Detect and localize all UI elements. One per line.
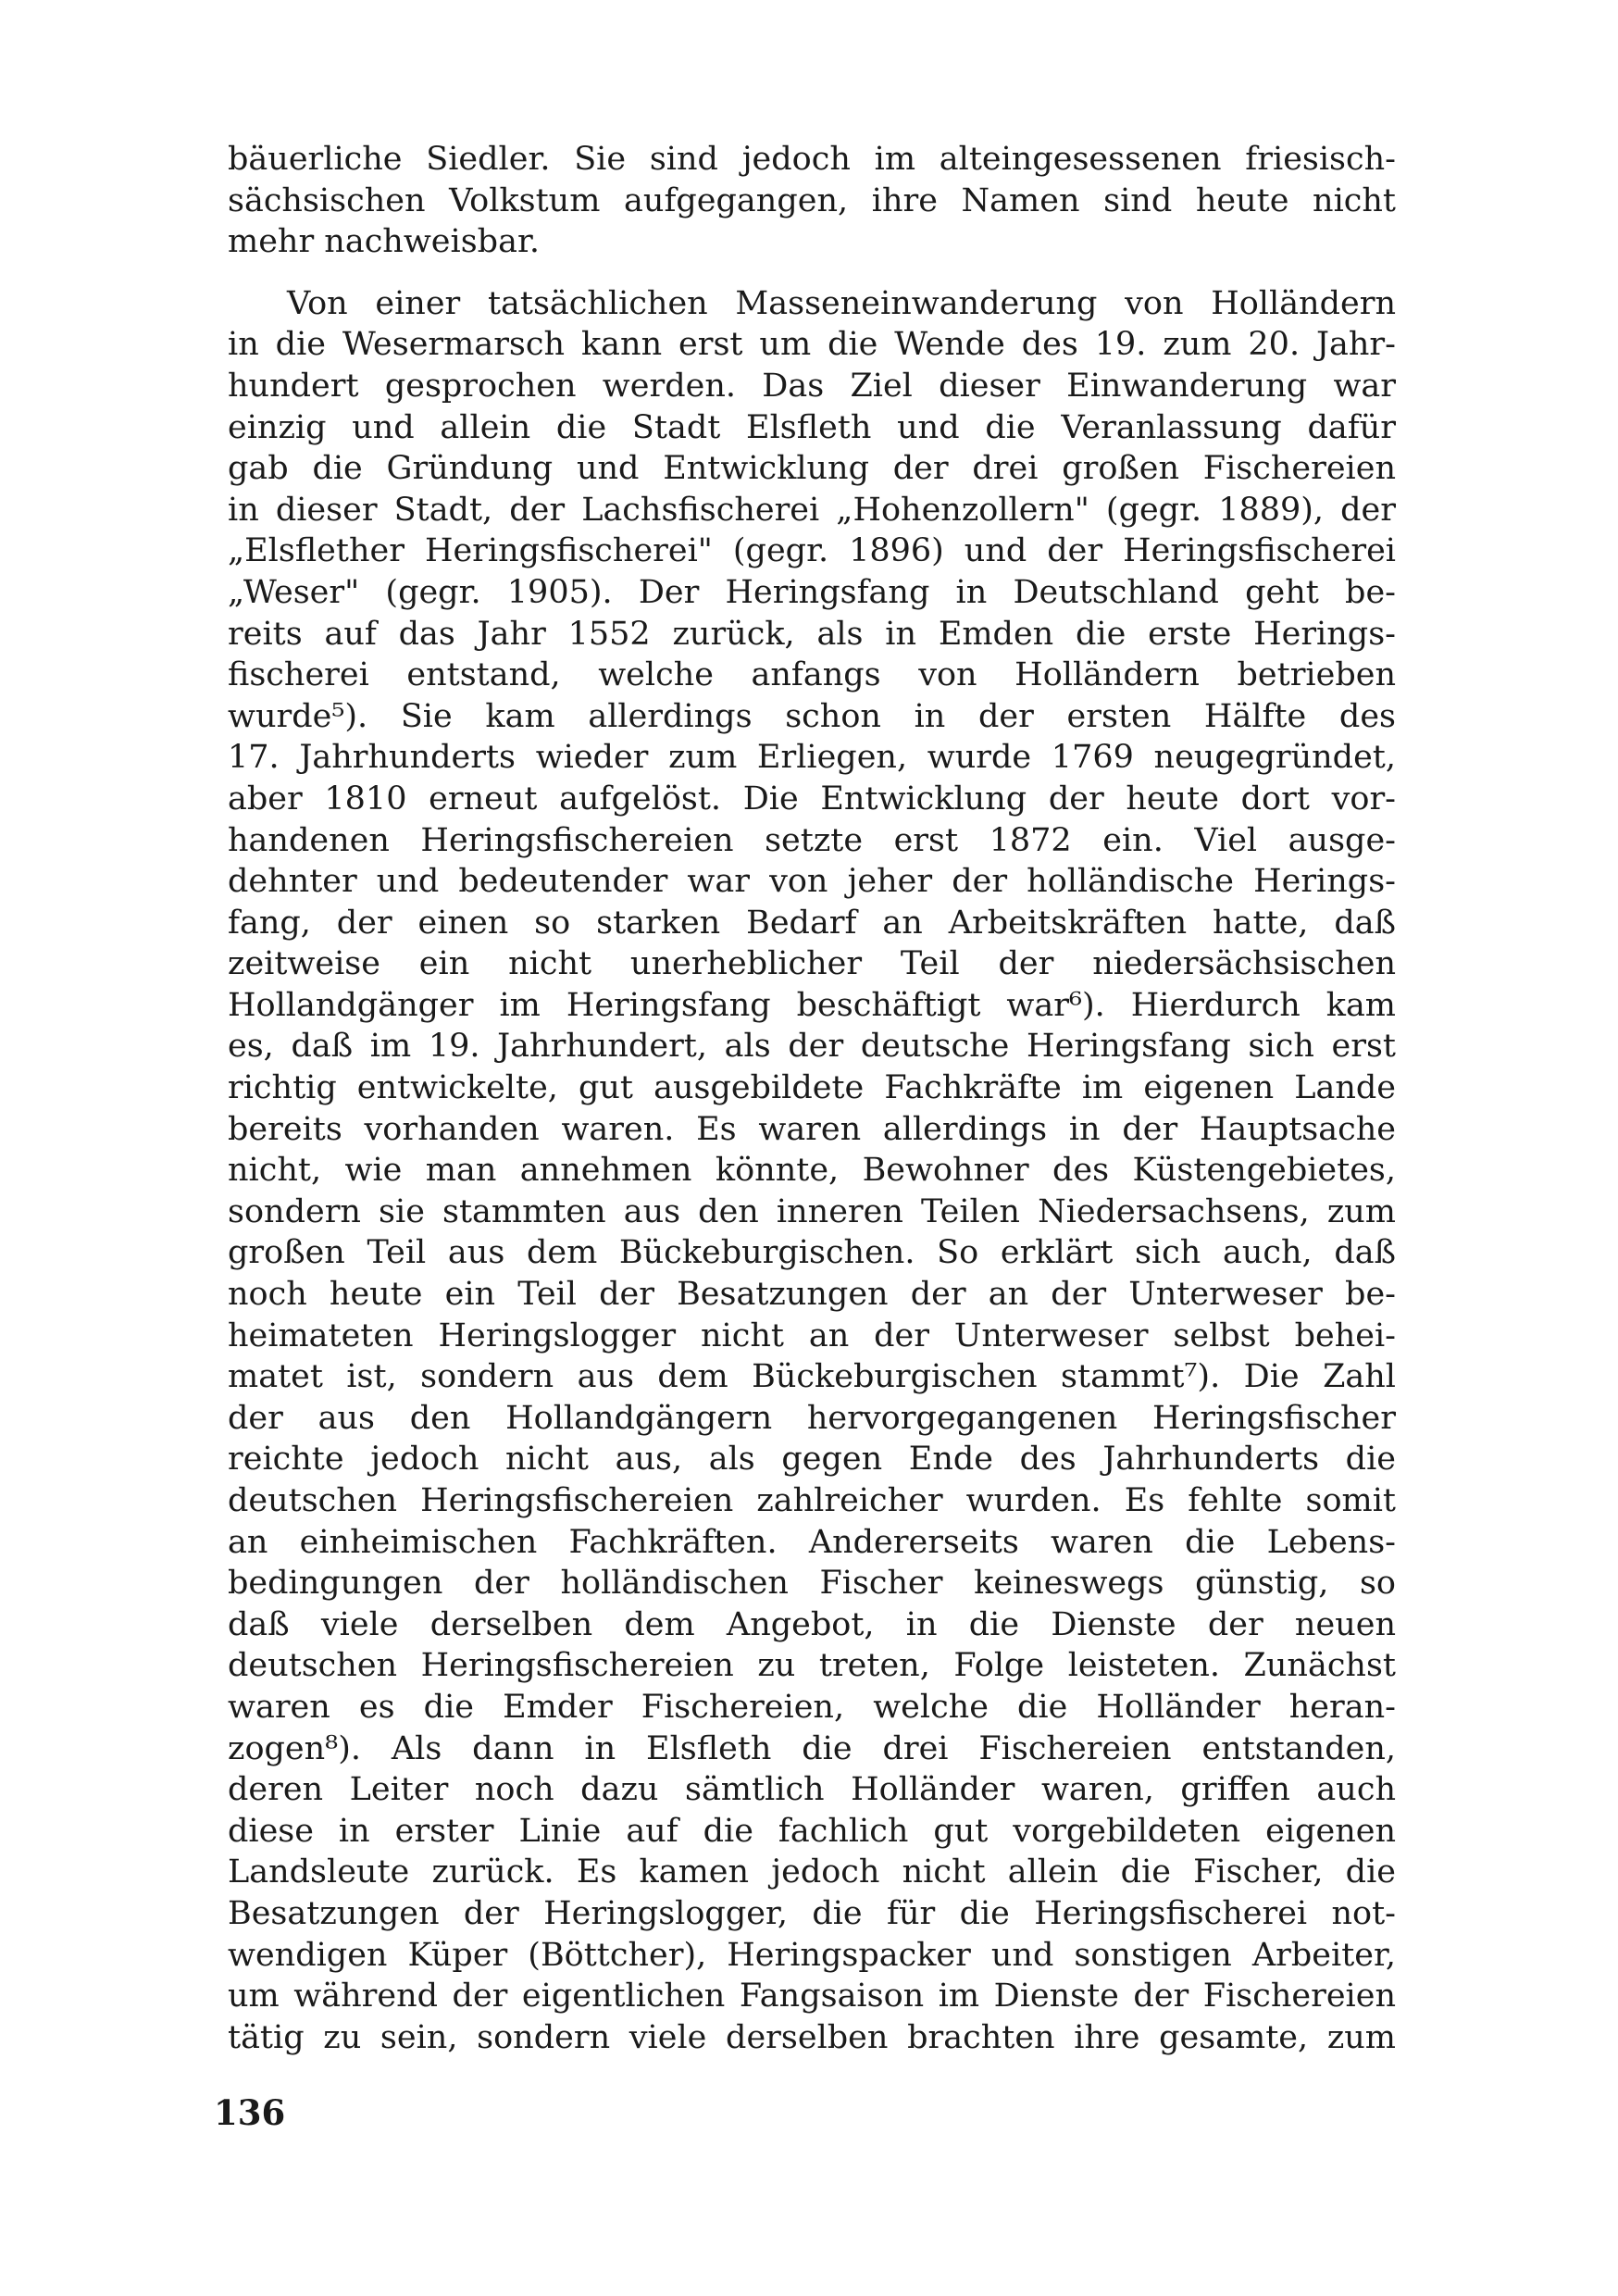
paragraph [228,283,1396,2059]
text-line: fischerei entstand, welche anfangs von Holländern betrieben [228,656,1396,694]
text-line: bereits vorhanden waren. Es waren allerdings in der Hauptsache [228,1110,1396,1148]
text-line: großen Teil aus dem Bückeburgischen. So erklärt sich auch, daß [228,1234,1396,1272]
text-line: reichte jedoch nicht aus, als gegen Ende des Jahrhunderts die [228,1441,1396,1479]
text-line: richtig entwickelte, gut ausgebildete Fachkräfte im eigenen Lande [228,1069,1396,1107]
text-line: deren Leiter noch dazu sämtlich Holländer waren, griffen auch [228,1771,1396,1809]
text-line: Besatzungen der Heringslogger, die für die Heringsfischerei not- [228,1894,1396,1932]
text-line: der aus den Hollandgängern hervorgegangenen Heringsfischer [228,1399,1396,1437]
text-line: Hollandgänger im Heringsfang beschäftigt war⁶). Hierdurch kam [228,986,1396,1024]
text-line: Landsleute zurück. Es kamen jedoch nicht allein die Fischer, die [228,1853,1396,1891]
text-line: mehr nachweisbar. [228,223,540,261]
text-line: handenen Heringsfischereien setzte erst 1872 ein. Viel ausge- [228,821,1396,859]
text-line: es, daß im 19. Jahrhundert, als der deutsche Heringsfang sich erst [228,1028,1396,1066]
text-line: in dieser Stadt, der Lachsfischerei „Hohenzollern" (gegr. 1889), der [228,491,1396,529]
text-line: gab die Gründung und Entwicklung der drei großen Fischereien [228,450,1396,488]
text-line: wurde⁵). Sie kam allerdings schon in der ersten Hälfte des [228,697,1396,735]
text-line: heimateten Heringslogger nicht an der Unterweser selbst behei- [228,1316,1396,1354]
text-line: sondern sie stammten aus den inneren Teilen Niedersachsens, zum [228,1192,1396,1230]
text-line: bedingungen der holländischen Fischer keineswegs günstig, so [228,1565,1396,1603]
text-line: dehnter und bedeutender war von jeher der holländische Herings- [228,863,1396,901]
text-line: bäuerliche Siedler. Sie sind jedoch im alteingesessenen friesisch- [228,141,1396,178]
text-line: fang, der einen so starken Bedarf an Arbeitskräften hatte, daß [228,904,1396,942]
text-line: daß viele derselben dem Angebot, in die Dienste der neuen [228,1605,1396,1643]
text-line: sächsischen Volkstum aufgegangen, ihre Namen sind heute nicht [228,181,1396,219]
text-line: nicht, wie man annehmen könnte, Bewohner des Küstengebietes, [228,1152,1396,1190]
text-line: diese in erster Linie auf die fachlich gut vorgebildeten eigenen [228,1812,1396,1850]
text-line: Von einer tatsächlichen Masseneinwanderung von Holländern [287,284,1396,322]
text-line: deutschen Heringsfischereien zu treten, Folge leisteten. Zunächst [228,1647,1396,1685]
text-line: „Elsflether Heringsfischerei" (gegr. 1896) und der Heringsfischerei [228,532,1396,570]
paragraph-gap [228,263,1396,283]
text-line: 17. Jahrhunderts wieder zum Erliegen, wurde 1769 neugegründet, [228,739,1396,777]
text-line: zeitweise ein nicht unerheblicher Teil der niedersächsischen [228,945,1396,983]
text-line: einzig und allein die Stadt Elsfleth und die Veranlassung dafür [228,408,1396,446]
paragraph [228,139,1396,263]
text-line: matet ist, sondern aus dem Bückeburgischen stammt⁷). Die Zahl [228,1358,1396,1396]
text-line: in die Wesermarsch kann erst um die Wende des 19. zum 20. Jahr- [228,326,1396,364]
text-line: reits auf das Jahr 1552 zurück, als in Emden die erste Herings- [228,615,1396,653]
text-line: wendigen Küper (Böttcher), Heringspacker und sonstigen Arbeiter, [228,1936,1396,1974]
text-line: um während der eigentlichen Fangsaison im Dienste der Fischereien [228,1978,1396,2015]
text-line: an einheimischen Fachkräften. Andererseits waren die Lebens- [228,1523,1396,1561]
text-line: noch heute ein Teil der Besatzungen der an der Unterweser be- [228,1276,1396,1314]
page-number: 136 [214,2092,286,2133]
text-line: zogen⁸). Als dann in Elsfleth die drei Fischereien entstanden, [228,1729,1396,1767]
text-line: aber 1810 erneut aufgelöst. Die Entwicklung der heute dort vor- [228,780,1396,817]
text-line: hundert gesprochen werden. Das Ziel dieser Einwanderung war [228,367,1396,405]
text-line: deutschen Heringsfischereien zahlreicher wurden. Es fehlte somit [228,1482,1396,1519]
text-line: „Weser" (gegr. 1905). Der Heringsfang in Deutschland geht be- [228,573,1396,611]
body-text [228,139,1396,2058]
text-line: waren es die Emder Fischereien, welche die Holländer heran- [228,1688,1396,1726]
text-line: tätig zu sein, sondern viele derselben brachten ihre gesamte, zum [228,2018,1396,2056]
